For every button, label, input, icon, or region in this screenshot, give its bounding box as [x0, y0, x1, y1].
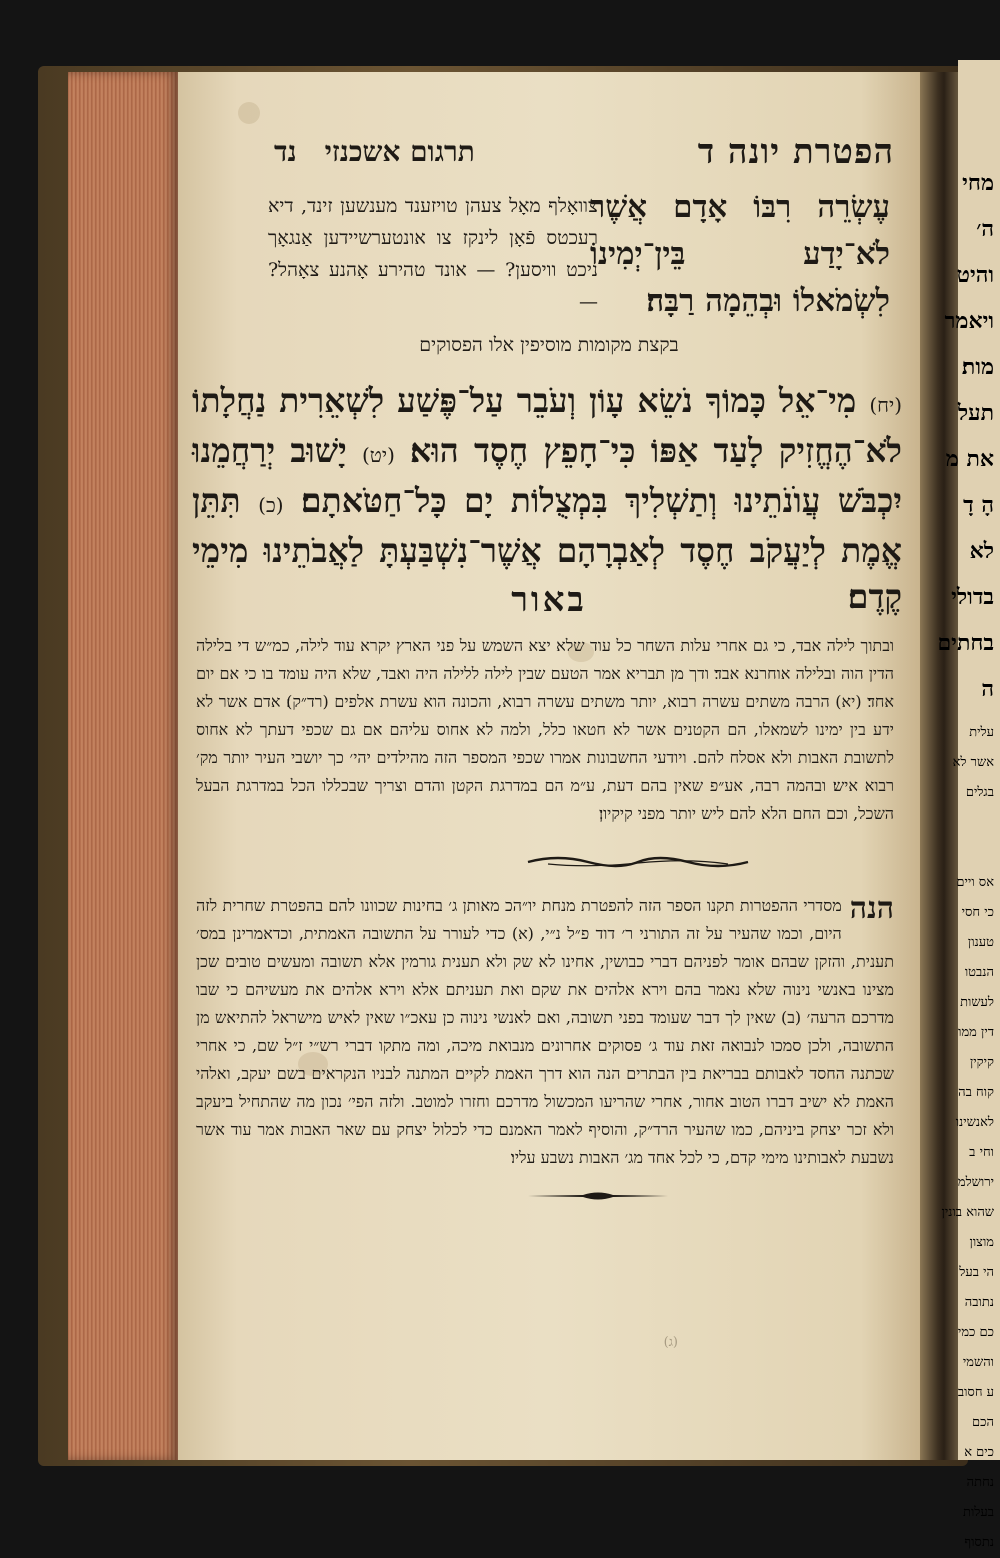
text-fragment: לא	[969, 538, 994, 564]
text-fragment: וחי ב	[969, 1145, 994, 1160]
page-number: נד	[274, 135, 297, 168]
text-fragment: הָ דָ	[963, 492, 994, 518]
text-fragment: את מ	[945, 446, 994, 472]
text-fragment: טענון	[967, 935, 994, 950]
bleed-through-text: (ג)	[663, 1335, 678, 1350]
text-fragment: עלית	[969, 725, 994, 740]
text-fragment: כי חסי	[961, 905, 994, 920]
text-fragment: נתסוף	[964, 1535, 994, 1550]
text-fragment: ה׳	[976, 216, 994, 242]
verse-number: (כ)	[258, 493, 284, 517]
text-fragment: תעל	[957, 400, 994, 426]
text-fragment: מחי	[962, 170, 994, 196]
text-fragment: אשר לא	[952, 755, 994, 770]
verse-text: תִּתֵּן אֱמֶת לְיַעֲקֹב חֶסֶד לְאַבְרָהָם אֲשֶׁר־נִשְׁבַּעְתָּ לַאֲבֹתֵינוּ מִימֵי קֶדֶם׃	[192, 481, 902, 616]
hineh-commentary	[196, 892, 894, 1172]
book-page	[178, 72, 920, 1460]
text-fragment: קיקין	[969, 1055, 994, 1070]
german-translation: צוואָלף מאָל צעהן טויזענד מענשען זינד, דיא רעכטס פֿאָן לינקז צו אונטערשיידען אַנגאָך ניכט וויסען? — אונד טהירע אָהנע צאָהל? —	[268, 195, 598, 313]
text-fragment: והיט	[956, 262, 994, 288]
hineh-opening-word: הנה	[849, 891, 894, 926]
text-fragment: מות׃	[961, 354, 994, 380]
text-fragment: לעשות	[960, 995, 994, 1010]
verse-number: (יח)	[869, 393, 902, 417]
text-fragment: קוח בה	[958, 1085, 994, 1100]
verse-text: יָשׁוּב יְרַחֲמֵנוּ יִכְבֹּשׁ עֲוֺנֹתֵינוּ וְתַשְׁלִיךְ בִּמְצֻלוֹת יָם כָּל־חַטֹּאתָם׃	[192, 431, 902, 520]
text-fragment: ע חסוב	[957, 1385, 994, 1400]
header-left-group	[274, 135, 475, 169]
text-fragment: הי בעל	[959, 1265, 994, 1280]
text-fragment: בגלים	[965, 785, 994, 800]
text-fragment: הנבטו	[964, 965, 994, 980]
page-header	[274, 128, 894, 176]
next-page-small-text	[941, 712, 1000, 1558]
text-fragment: הכם	[972, 1415, 994, 1430]
hineh-commentary-text: מסדרי ההפטרות תקנו הספר הזה להפטרת מנחת יו״הכ מאותן ג׳ בחינות שכוונו להם בהפטרת שחרית לזה היום, וכמו שהעיר על זה התורני ר׳ דוד פ״ל נ״י, (א) כדי לעורר על התשובה האמתית, וכדאמרינן במס׳ תענית, והזקן שבהם אומר לפניהם דברי כבושין, אחינו לא שק ולא תענית גורמין אלא תשובה ומעשים טובים שכן מצינו באנשי נינוה שלא נאמר בהם וירא אלהים את שקם ואת תעניתם אלא וירא אלהים את מעשיהם כי שבו מדרכם הרעה׳ (ב) שאין לך דבר שעומד בפני תשובה, ואם לאנשי נינוה כן עאכ״ו שאין לאיש מישראל להתיאש מן התשובה, ולכן סמכו לנבואה זאת עוד ג׳ פסוקים אחרונים מנבואת מיכה, ומה מתקו דברי רש״י ז״ל שם, כי אחרי שכתנה החסד לאבותם בבריאת בין הבתרים הנה הוא דרך האמת לקיים המתנה לבניו הנקראים בשם יעקב, ואלהי האמת לא ישיב דברו הטוב אחור, אחרי שהריעו המכשול מדרכם וחזרו למוטב. ולזה הפי׳ נכון מה שהתחיל ביעקב ולא זכר יצחק ביניהם, כמו שהעיר הרד״ק, והוסיף לאמר האמנם כדי לכלול יצחק עם שאר האבות אמר עוד אשר נשבעת לאבותינו מימי קדם, כי לכל אחד מג׳ האבות נשבע עליו׃	[196, 896, 895, 1167]
text-fragment: בחתים	[937, 630, 994, 656]
translation-title: תרגום אשכנזי	[324, 135, 475, 168]
text-fragment: מוצון	[969, 1235, 994, 1250]
text-fragment: לאנשינו	[955, 1115, 994, 1130]
biur-commentary: ובתוך לילה אבד, כי גם אחרי עלות השחר כל עוד שלא יצא השמש על פני הארץ יקרא עוד לילה, כמ״ש די בלילה הדין הוה ובלילה אוחרנא אבד׃ ודך מן תבריא אמר הטעם שבין לילה ללילה היה ואבד, שלא היה עומד בו כי אם יום אחד׃ (יא) הרבה משתים עשרה רבוא, יותר משתים עשרה רבוא, והכונה הוא עשרת אלפים (רד״ק)׃ אדם אשר לא ידע בין ימינו לשמאלו, הם הקטנים אשר לא חטאו כלל, ולמה לא אחוס עליהם אם גם שכפי דעתך לא אחוס לתשובת האבות ולא אסלח להם. ויודעי החשבונות אמרו שכפי המספר הזה מהילדים יהי׳ כך יושבי העיר יותר מק׳ רבוא איש׃ ובהמה רבה, אע״פ שאין בהם דעת, ע״מ הם במדרגת הקטן והדם וצריך שבכללו הכל במדרגת הבעל השכל, וכם החם הלא להם ליש יותר מפני קיקיון׃	[196, 636, 895, 823]
next-page-large-text	[937, 60, 1000, 712]
text-fragment: ירושלמ	[957, 1175, 994, 1190]
text-fragment: והשמי	[962, 1355, 994, 1370]
hebrew-verse: עֶשְׂרֵה רִבּוֹ אָדָם אֲשֶׁר לֹא־יָדַע בֵּין־יְמִינוֹ לִשְׂמֹאלוֹ וּבְהֵמָה רַבָּה׃	[590, 189, 890, 319]
text-fragment: כים א	[964, 1445, 994, 1460]
paper-stain	[238, 102, 260, 124]
text-fragment: נתובה	[964, 1295, 994, 1310]
additional-verses-note: בקצת מקומות מוסיפין אלו הפסוקים	[419, 334, 679, 356]
text-fragment: בעלות	[963, 1505, 994, 1520]
verse-number: (יט)	[361, 443, 395, 467]
closing-divider	[528, 1189, 668, 1203]
haftarah-title: הפטרת יונה ד	[697, 132, 894, 172]
text-fragment: נחתה	[966, 1475, 994, 1490]
ornamental-divider	[528, 852, 748, 870]
text-fragment: ה	[981, 676, 994, 702]
text-fragment: דין ממו	[958, 1025, 994, 1040]
text-fragment: כם כמי	[957, 1325, 994, 1340]
text-fragment: אס ויים	[956, 875, 994, 890]
text-fragment: בדולי	[951, 584, 994, 610]
text-fragment: שהוא בונין	[941, 1205, 994, 1220]
page-edges	[68, 72, 178, 1460]
verse-text: מִי־אֵל כָּמוֹךָ נֹשֵׂא עָוֹן וְעֹבֵר עַל־פֶּשַׁע לִשְׁאֵרִית נַחֲלָתוֹ לֹא־הֶחֱזִיק לָעַד אַפּוֹ כִּי־חָפֵץ חֶסֶד הוּא׃	[192, 381, 902, 470]
biur-heading: באור	[511, 580, 587, 620]
text-fragment: ויאמר	[944, 308, 994, 334]
next-page-edge	[937, 60, 1000, 1550]
